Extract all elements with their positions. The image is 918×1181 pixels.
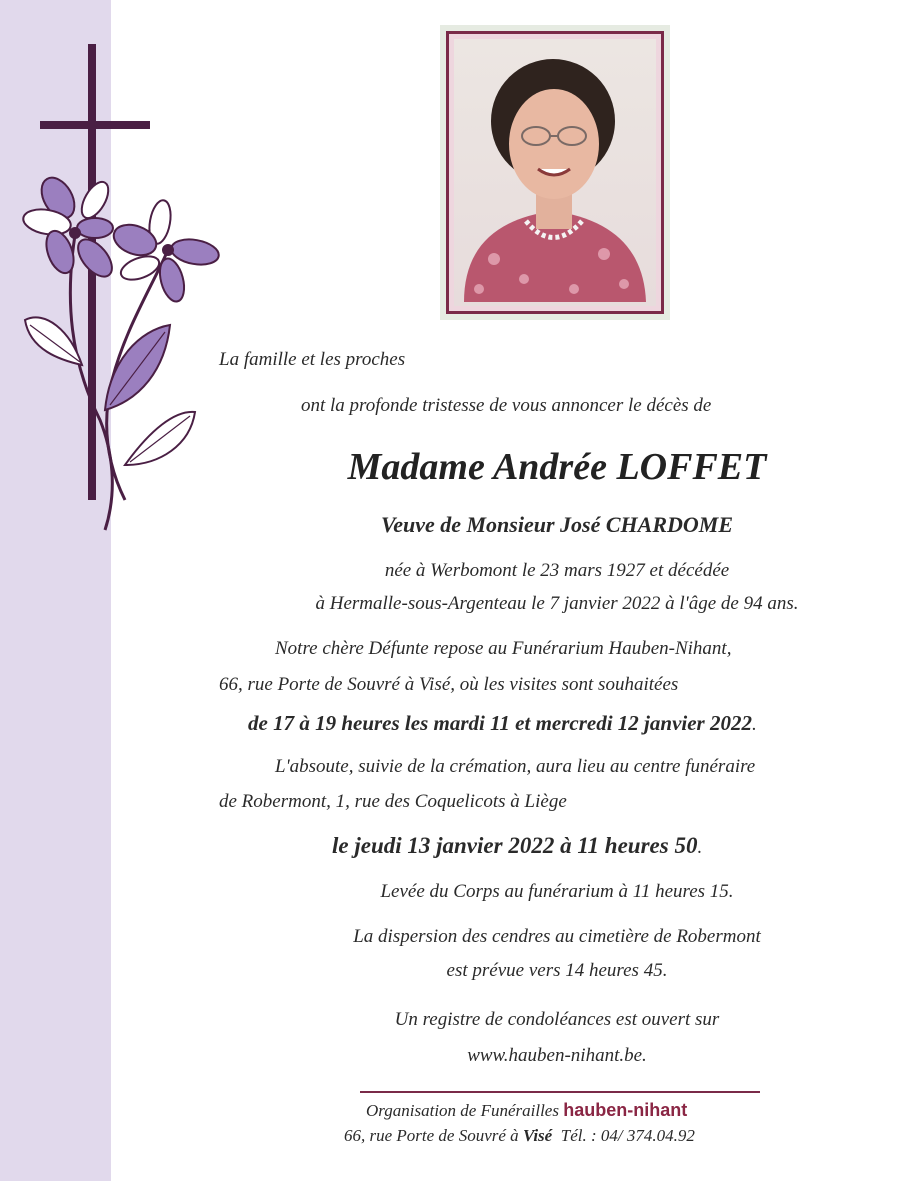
footer-organisation [366, 1100, 687, 1121]
registry-line: Un registre de condoléances est ouvert sur [394, 1009, 720, 1030]
footer-street: 66, rue Porte de Souvré à [344, 1126, 519, 1145]
levee-line: Levée du Corps au funérarium à 11 heures 15. [380, 881, 734, 902]
ceremony-line [332, 833, 702, 859]
visits-text: de 17 à 19 heures les mardi 11 et mercredi 12 janvier 2022 [248, 711, 752, 735]
footer-divider [360, 1091, 760, 1093]
dispersion-line-2: est prévue vers 14 heures 45. [446, 960, 668, 981]
absoute-line-2: de Robermont, 1, rue des Coquelicots à Liège [219, 791, 567, 812]
portrait-border [446, 31, 664, 314]
rest-line-2: 66, rue Porte de Souvré à Visé, où les visites sont souhaitées [219, 674, 679, 695]
brand-logo: hauben-nihant [563, 1100, 688, 1120]
rest-line-1: Notre chère Défunte repose au Funérarium Hauben-Nihant, [275, 638, 732, 659]
footer-org-label: Organisation de Funérailles [366, 1101, 559, 1120]
portrait-frame [440, 25, 670, 320]
birth-line-2: à Hermalle-sous-Argenteau le 7 janvier 2022 à l'âge de 94 ans. [315, 593, 799, 614]
leaves [25, 317, 195, 465]
flower-left [21, 172, 118, 283]
cross-horizontal [40, 121, 150, 129]
deceased-name: Madame Andrée LOFFET [347, 446, 767, 488]
spouse-line: Veuve de Monsieur José CHARDOME [380, 512, 734, 537]
dispersion-line-1: La dispersion des cendres au cimetière de Robermont [353, 926, 761, 947]
footer-phone: Tél. : 04/ 374.04.92 [560, 1126, 695, 1145]
footer-city: Visé [522, 1126, 553, 1145]
portrait-photo [454, 39, 656, 306]
visits-line [248, 711, 757, 736]
ceremony-text: le jeudi 13 janvier 2022 à 11 heures 50 [332, 833, 698, 858]
visits-period: . [751, 714, 757, 735]
registry-url[interactable]: www.hauben-nihant.be. [467, 1045, 647, 1066]
flower-right [110, 199, 221, 304]
intro-text: La famille et les proches [219, 349, 406, 370]
ceremony-period: . [697, 837, 703, 858]
absoute-line-1: L'absoute, suivie de la crémation, aura lieu au centre funéraire [275, 756, 756, 777]
footer-address [344, 1126, 695, 1146]
birth-line-1: née à Werbomont le 23 mars 1927 et décédée [384, 560, 730, 581]
announce-text: ont la profonde tristesse de vous annoncer le décès de [301, 395, 712, 416]
